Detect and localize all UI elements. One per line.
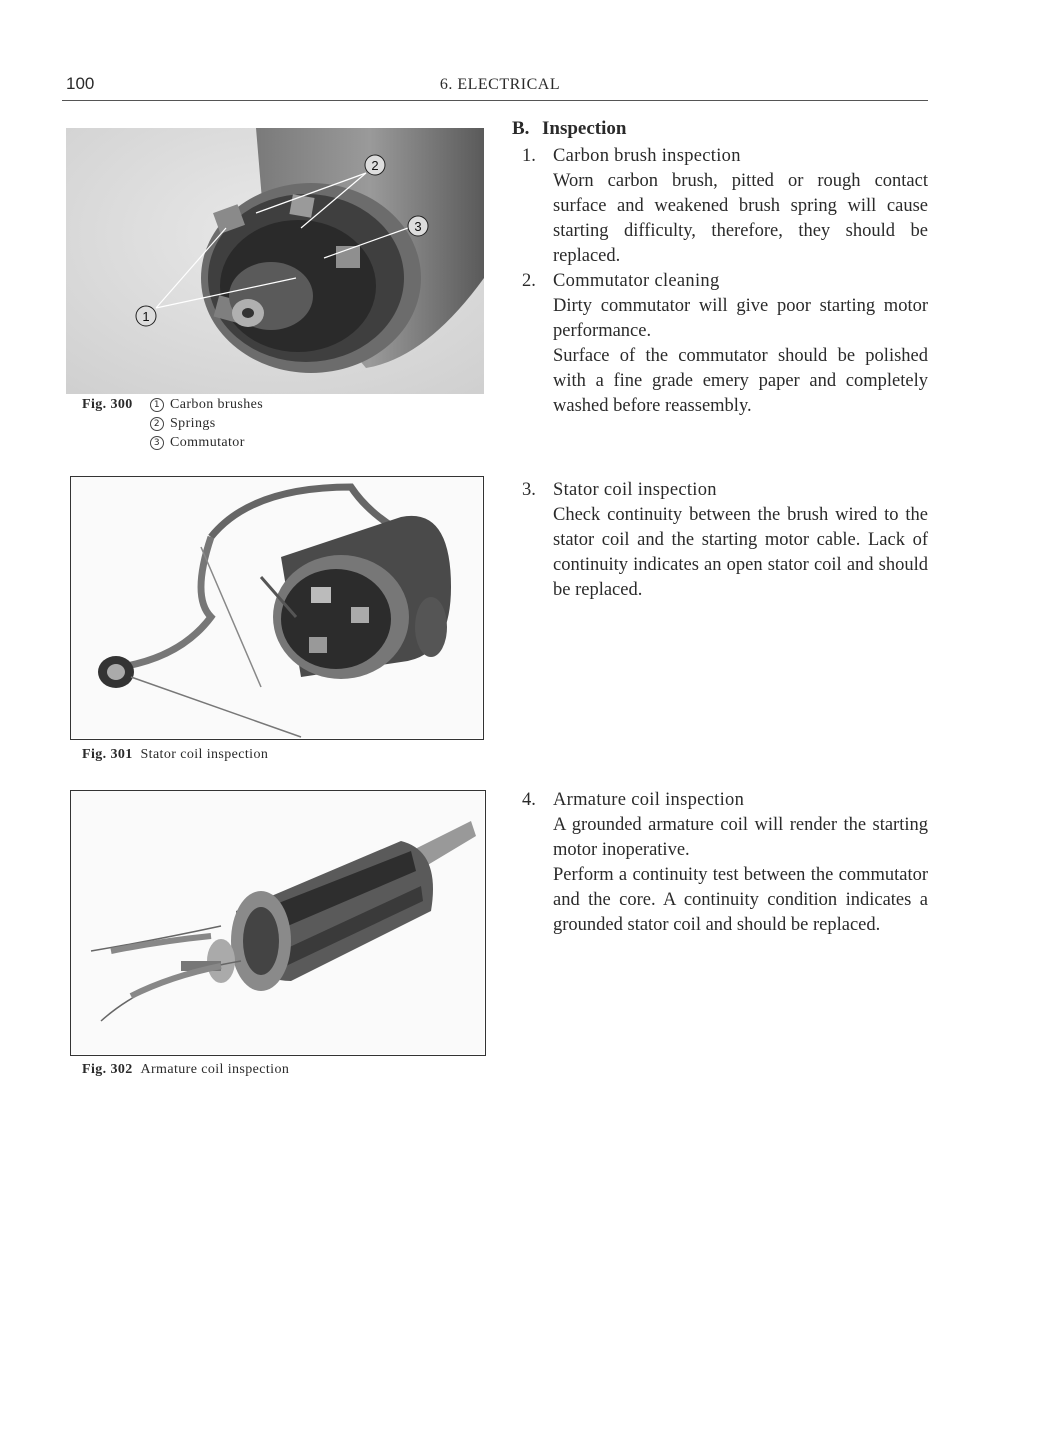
fig302-caption (82, 1062, 289, 1078)
section-letter: B. (512, 118, 530, 139)
section-title: Inspection (542, 118, 627, 139)
item-body (553, 503, 928, 603)
item-title: Carbon brush inspection (553, 146, 741, 166)
paragraph: Check continuity between the brush wired to the stator coil and the starting motor cable. Lack of continuity indicates an open stator coil and should be replaced. (553, 505, 928, 600)
running-head: 6. ELECTRICAL (439, 76, 561, 93)
section-heading (512, 118, 626, 140)
paragraph: Perform a continuity test between the commutator and the core. A continuity condition indicates a grounded stator coil and should be replaced. (553, 865, 928, 935)
item-number: 4. (522, 790, 536, 810)
svg-text:2: 2 (371, 158, 379, 173)
item-number: 1. (522, 146, 536, 166)
item-title: Stator coil inspection (553, 480, 717, 500)
list-item (522, 478, 928, 618)
paragraph: A grounded armature coil will render the starting motor inoperative. (553, 815, 928, 860)
legend-item: 1 Carbon brushes (150, 397, 263, 413)
paragraph: Surface of the commutator should be polished with a fine grade emery paper and completely washed before reassembly. (553, 346, 928, 416)
item-title: Commutator cleaning (553, 271, 720, 291)
item-body (553, 294, 928, 419)
fig301-caption (82, 747, 268, 763)
callout-1 (136, 306, 156, 326)
legend-item: 3 Commutator (150, 435, 245, 451)
fig300-label: Fig. 300 (82, 397, 133, 412)
fig302-label: Fig. 302 (82, 1062, 133, 1077)
svg-text:3: 3 (414, 219, 422, 234)
fig300-photo (66, 128, 484, 394)
paragraph: Dirty commutator will give poor starting motor performance. (553, 296, 928, 341)
item-body (553, 169, 928, 269)
header-rule (62, 100, 928, 101)
svg-text:1: 1 (142, 309, 150, 324)
fig301-caption-text: Stator coil inspection (140, 747, 269, 762)
fig302-photo (70, 790, 486, 1056)
fig302-caption-text: Armature coil inspection (140, 1062, 290, 1077)
list-item (522, 788, 928, 978)
fig300-caption (82, 397, 264, 450)
item-number: 3. (522, 480, 536, 500)
item-body (553, 813, 928, 938)
legend-item: 2 Springs (150, 416, 216, 432)
list-item (522, 269, 928, 429)
fig301-label: Fig. 301 (82, 747, 133, 762)
paragraph: Worn carbon brush, pitted or rough contact surface and weakened brush spring will cause starting difficulty, therefore, they should be replaced. (553, 171, 928, 266)
item-title: Armature coil inspection (553, 790, 745, 810)
page-number: 100 (66, 74, 95, 93)
fig301-photo (70, 476, 484, 740)
item-number: 2. (522, 271, 536, 291)
callout-3 (408, 216, 428, 236)
callout-2 (365, 155, 385, 175)
